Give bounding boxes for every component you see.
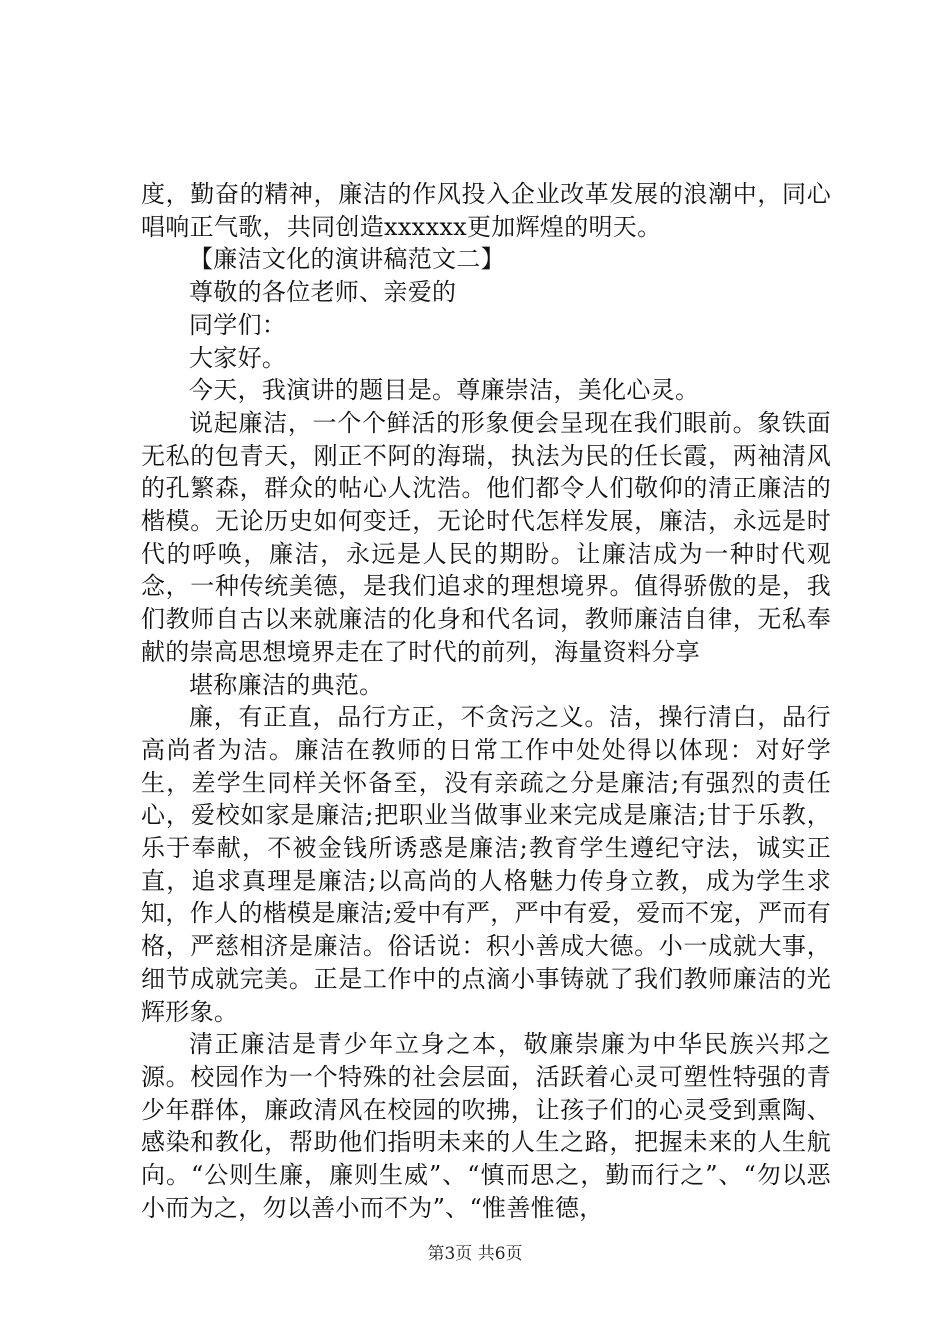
paragraph-continuation: 度，勤奋的精神，廉洁的作风投入企业改革发展的浪潮中，同心唱响正气歌，共同创造xxxxxx更加辉煌的明天。 bbox=[141, 180, 831, 241]
salutation-line: 尊敬的各位老师、亲爱的 bbox=[189, 278, 457, 307]
body-paragraph: 清正廉洁是青少年立身之本，敬廉崇廉为中华民族兴邦之源。校园作为一个特殊的社会层面，活跃着心灵可塑性特强的青少年群体，廉政清风在校园的吹拂，让孩子们的心灵受到熏陶、感染和教化，帮助他们指明未来的人生之路，把握未来的人生航向。“公则生廉，廉则生威”、“慎而思之，勤而行之”、“勿以恶小而为之，勿以善小而不为”、“惟善惟德， bbox=[141, 1030, 831, 1222]
body-paragraph: 堪称廉洁的典范。 bbox=[189, 670, 384, 699]
topic-line: 今天，我演讲的题目是。尊廉崇洁，美化心灵。 bbox=[189, 376, 700, 405]
body-paragraph: 说起廉洁，一个个鲜活的形象便会呈现在我们眼前。象铁面无私的包青天，刚正不阿的海瑞，执法为民的任长霞，两袖清风的孔繁森，群众的帖心人沈浩。他们都令人们敬仰的清正廉洁的楷模。无论历史如何变迁，无论时代怎样发展，廉洁，永远是时代的呼唤，廉洁，永远是人民的期盼。让廉洁成为一种时代观念，一种传统美德，是我们追求的理想境界。值得骄傲的是，我们教师自古以来就廉洁的化身和代名词，教师廉洁自律，无私奉献的崇高思想境界走在了时代的前列，海量资料分享 bbox=[141, 408, 831, 666]
greeting-line: 大家好。 bbox=[189, 343, 287, 372]
page-number-footer: 第3页 共6页 bbox=[427, 1244, 523, 1264]
section-heading: 【廉洁文化的演讲稿范文二】 bbox=[189, 245, 505, 274]
body-paragraph: 廉，有正直，品行方正，不贪污之义。洁，操行清白，品行高尚者为洁。廉洁在教师的日常工作中处处得以体现：对好学生，差学生同样关怀备至，没有亲疏之分是廉洁;有强烈的责任心，爱校如家是廉洁;把职业当做事业来完成是廉洁;甘于乐教，乐于奉献，不被金钱所诱惑是廉洁;教育学生遵纪守法，诚实正直，追求真理是廉洁;以高尚的人格魅力传身立教，成为学生求知，作人的楷模是廉洁;爱中有严，严中有爱，爱而不宠，严而有格，严慈相济是廉洁。俗话说：积小善成大德。小一成就大事，细节成就完美。正是工作中的点滴小事铸就了我们教师廉洁的光辉形象。 bbox=[141, 703, 831, 1026]
salutation-line: 同学们： bbox=[189, 310, 287, 339]
document-body bbox=[141, 178, 831, 1225]
